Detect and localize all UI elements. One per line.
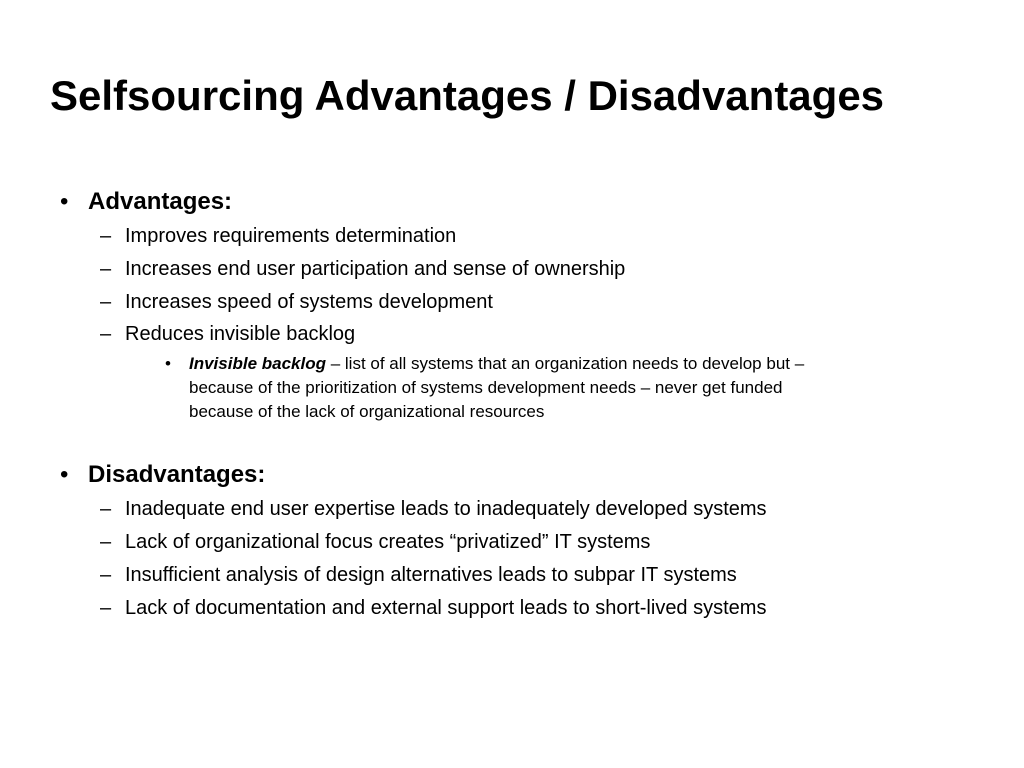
dash-icon: – [100,323,112,345]
disadvantage-item-label: Insufficient analysis of design alternatives leads to subpar IT systems [125,564,737,586]
definition-line-1 [189,352,919,376]
dash-icon: – [100,225,112,247]
definition-line-2: because of the prioritization of systems development needs – never get funded [189,378,783,397]
bullet-icon: • [165,354,171,373]
disadvantages-heading-label: Disadvantages: [88,461,266,488]
definition-text: – list of all systems that an organization needs to develop but – [326,354,805,373]
bullet-icon: • [60,461,69,488]
invisible-backlog-definition [189,352,919,424]
advantage-item-label: Increases speed of systems development [125,291,493,313]
advantage-item-label: Improves requirements determination [125,225,457,247]
disadvantage-item-label: Lack of documentation and external support leads to short-lived systems [125,597,767,619]
disadvantage-item-label: Inadequate end user expertise leads to inadequately developed systems [125,498,767,520]
dash-icon: – [100,531,112,553]
dash-icon: – [100,291,112,313]
advantage-item-label: Increases end user participation and sense of ownership [125,258,626,280]
slide-title: Selfsourcing Advantages / Disadvantages [50,72,885,119]
advantages-heading-label: Advantages: [88,188,233,215]
advantage-item-label: Reduces invisible backlog [125,323,356,345]
disadvantage-item-label: Lack of organizational focus creates “privatized” IT systems [125,531,651,553]
dash-icon: – [100,564,112,586]
dash-icon: – [100,258,112,280]
bullet-icon: • [60,188,69,215]
dash-icon: – [100,597,112,619]
defined-term: Invisible backlog [189,354,326,373]
dash-icon: – [100,498,112,520]
definition-line-3: because of the lack of organizational resources [189,402,545,421]
